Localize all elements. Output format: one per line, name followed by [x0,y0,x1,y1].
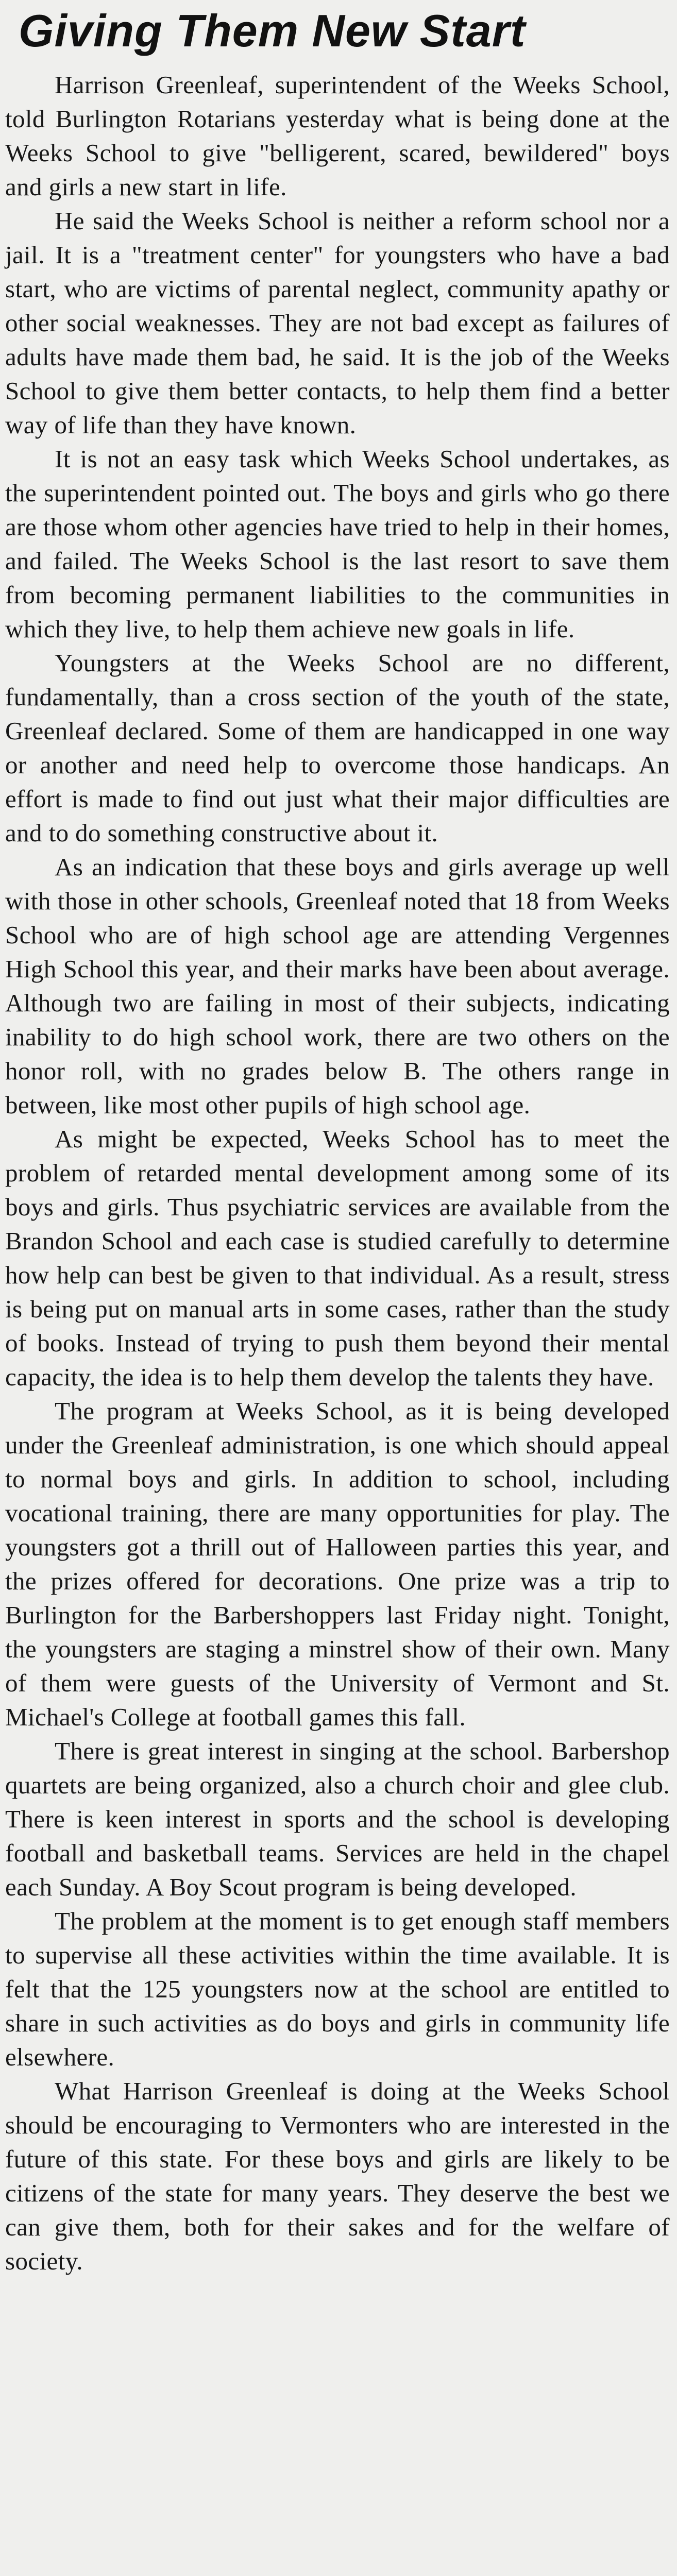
headline: Giving Them New Start [19,5,526,56]
paragraph-5: As an indication that these boys and girls average up well with those in other schools, Greenleaf noted that 18 from Weeks School who are of high school age are attending Vergennes High School this year, and their marks have been about average. Although two are failing in most of their subjects, indicating inability to do high school work, there are two others on the honor roll, with no grades below B. The others range in between, like most other pupils of high school age. [5,853,670,1119]
paragraph-8: There is great interest in singing at the school. Barbershop quartets are being organized, also a church choir and glee club. There is keen interest in sports and the school is developing football and basketball teams. Services are held in the chapel each Sunday. A Boy Scout program is being developed. [5,1737,670,1901]
paragraph-9: The problem at the moment is to get enough staff members to supervise all these activities within the time available. It is felt that the 125 youngsters now at the school are entitled to share in such activities as do boys and girls in community life elsewhere. [5,1907,670,2071]
paragraph-7: The program at Weeks School, as it is being developed under the Greenleaf administration, is one which should appeal to normal boys and girls. In addition to school, including vocational training, there are many opportunities for play. The youngsters got a thrill out of Halloween parties this year, and the prizes offered for decorations. One prize was a trip to Burlington for the Barbershoppers last Friday night. Tonight, the youngsters are staging a minstrel show of their own. Many of them were guests of the University of Vermont and St. Michael's College at football games this fall. [5,1397,670,1731]
paragraph-6: As might be expected, Weeks School has to meet the problem of retarded mental development among some of its boys and girls. Thus psychiatric services are available from the Brandon School and each case is studied carefully to determine how help can best be given to that individual. As a result, stress is being put on manual arts in some cases, rather than the study of books. Instead of trying to push them beyond their mental capacity, the idea is to help them develop the talents they have. [5,1125,670,1391]
paragraph-4: Youngsters at the Weeks School are no different, fundamentally, than a cross section of the youth of the state, Greenleaf declared. Some of them are handicapped in one way or another and need help to overcome those handicaps. An effort is made to find out just what their major difficulties are and to do something constructive about it. [5,649,670,847]
article-body [5,68,670,2576]
paragraph-3: It is not an easy task which Weeks School undertakes, as the superintendent pointed out. The boys and girls who go there are those whom other agencies have tried to help in their homes, and failed. The Weeks School is the last resort to save them from becoming permanent liabilities to the communities in which they live, to help them achieve new goals in life. [5,445,670,643]
paragraph-2: He said the Weeks School is neither a reform school nor a jail. It is a "treatment center" for youngsters who have a bad start, who are victims of parental neglect, community apathy or other social weaknesses. They are not bad except as failures of adults have made them bad, he said. It is the job of the Weeks School to give them better contacts, to help them find a better way of life than they have known. [5,207,670,439]
paragraph-1: Harrison Greenleaf, superintendent of the Weeks School, told Burlington Rotarians yesterday what is being done at the Weeks School to give "belligerent, scared, bewildered" boys and girls a new start in life. [5,71,670,201]
paragraph-10: What Harrison Greenleaf is doing at the Weeks School should be encouraging to Vermonters who are interested in the future of this state. For these boys and girls are likely to be citizens of the state for many years. They deserve the best we can give them, both for their sakes and for the welfare of society. [5,2077,670,2275]
